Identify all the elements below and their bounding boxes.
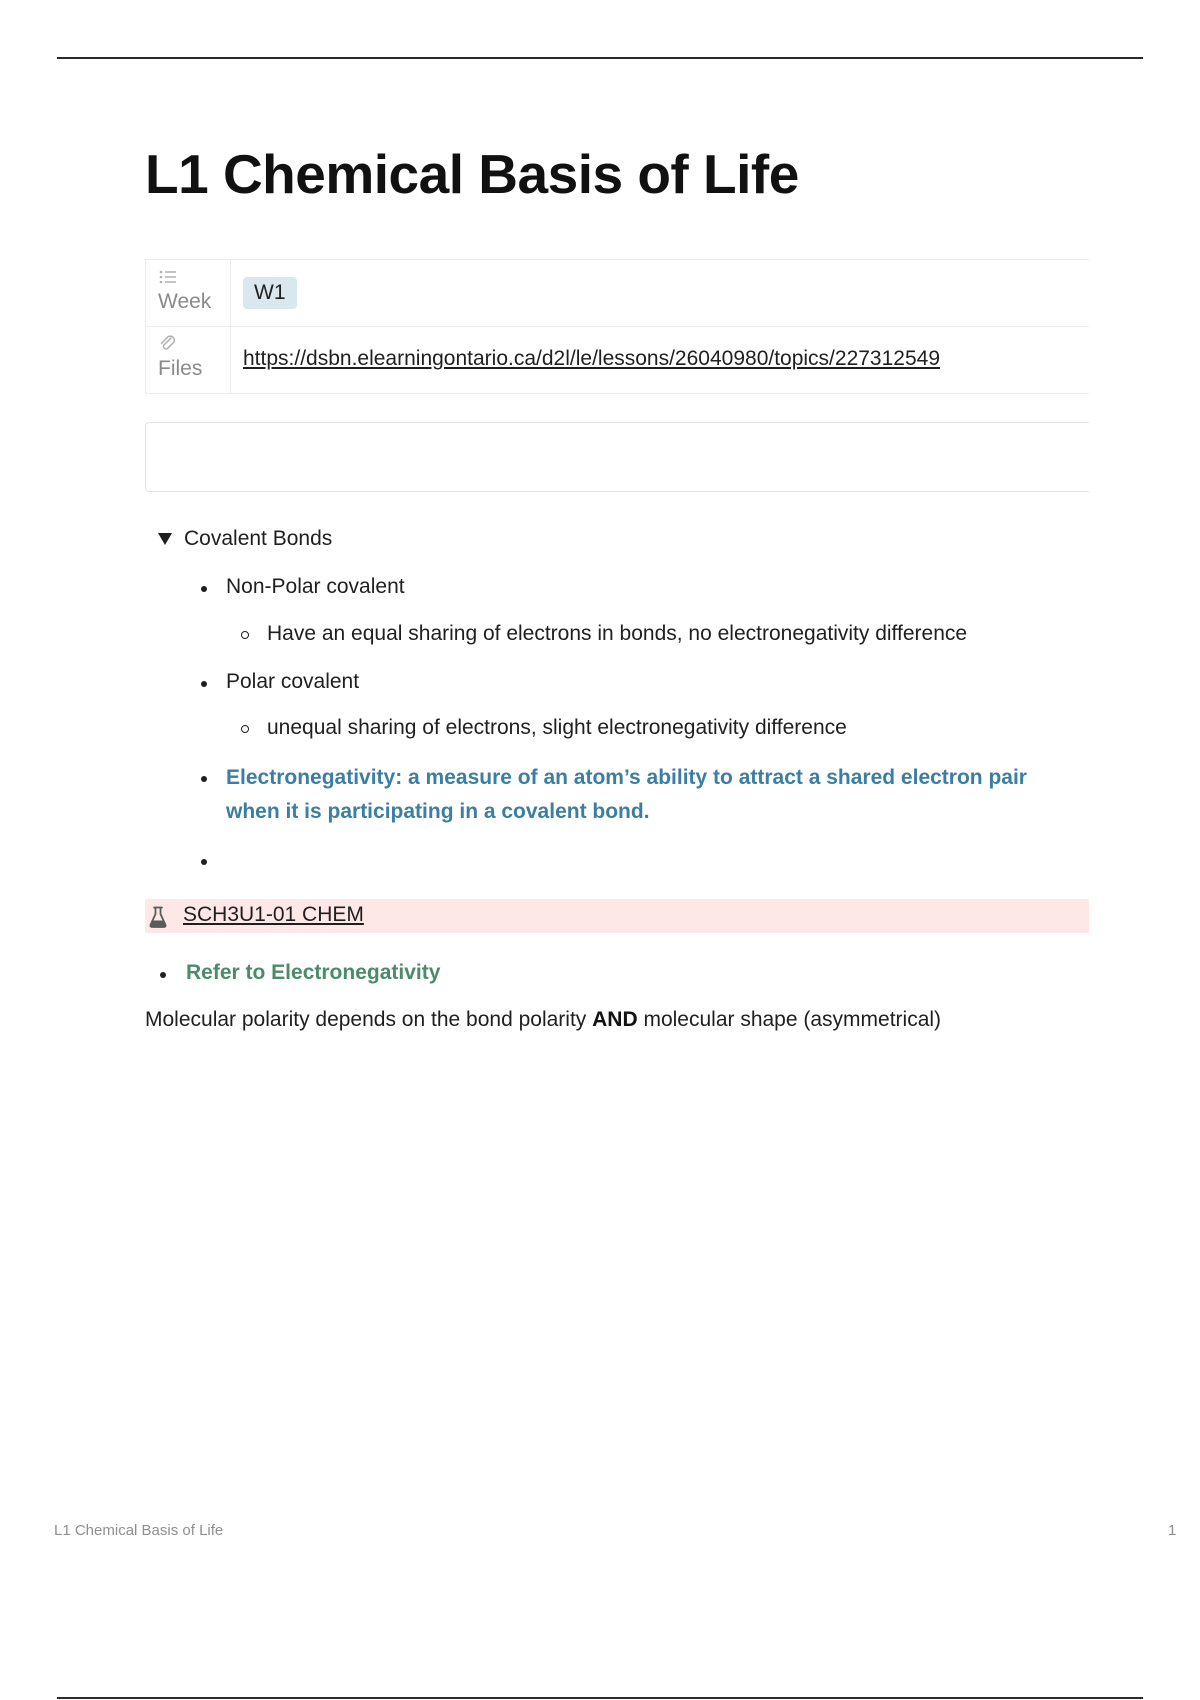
bullet-icon [201, 859, 207, 865]
flask-icon [148, 906, 168, 928]
bullet-icon [201, 681, 207, 687]
bullet-ring-icon [241, 725, 249, 733]
property-files-name [145, 327, 231, 393]
empty-embed-block[interactable] [145, 422, 1089, 492]
list-item: Have an equal sharing of electrons in bonds, no electronegativity difference [267, 622, 968, 645]
list-item: Non-Polar covalent [226, 575, 405, 598]
footer-page-number: 1 [1168, 1522, 1177, 1539]
week-tag[interactable]: W1 [243, 277, 297, 309]
property-week-value[interactable] [231, 260, 1089, 326]
list-icon [158, 268, 178, 286]
refer-note: Refer to Electronegativity [186, 961, 441, 984]
triangle-down-icon[interactable] [158, 533, 172, 545]
paperclip-icon [158, 335, 178, 353]
property-week-label: Week [158, 290, 212, 313]
course-link[interactable]: SCH3U1-01 CHEM [183, 903, 364, 926]
bullet-icon [201, 776, 207, 782]
paragraph-bold-and: AND [592, 1008, 638, 1031]
bottom-rule [57, 1697, 1143, 1699]
bullet-ring-icon [241, 631, 249, 639]
property-files-value [231, 327, 1089, 393]
toggle-label: Covalent Bonds [184, 527, 333, 550]
paragraph-text-after: molecular shape (asymmetrical) [637, 1008, 942, 1031]
list-item: Polar covalent [226, 670, 360, 693]
toggle-covalent-bonds[interactable] [158, 527, 332, 551]
property-week-row [145, 260, 1089, 326]
page-title: L1 Chemical Basis of Life [145, 143, 799, 205]
bullet-icon [160, 972, 166, 978]
top-rule [57, 57, 1143, 59]
list-item: unequal sharing of electrons, slight electronegativity difference [267, 716, 847, 739]
property-week-name [145, 260, 231, 326]
property-files-label: Files [158, 357, 203, 380]
molecular-polarity-paragraph [145, 1008, 941, 1032]
property-files-row [145, 326, 1089, 393]
bullet-icon [201, 586, 207, 592]
paragraph-text-before: Molecular polarity depends on the bond polarity [145, 1008, 593, 1031]
footer-title: L1 Chemical Basis of Life [54, 1522, 224, 1539]
files-link[interactable]: https://dsbn.elearningontario.ca/d2l/le/lessons/26040980/topics/227312549 [243, 347, 941, 370]
electronegativity-definition: Electronegativity: a measure of an atom’s ability to attract a shared electron pair when it is participating in a covalent bond. [226, 766, 1027, 823]
properties-table [145, 259, 1089, 394]
